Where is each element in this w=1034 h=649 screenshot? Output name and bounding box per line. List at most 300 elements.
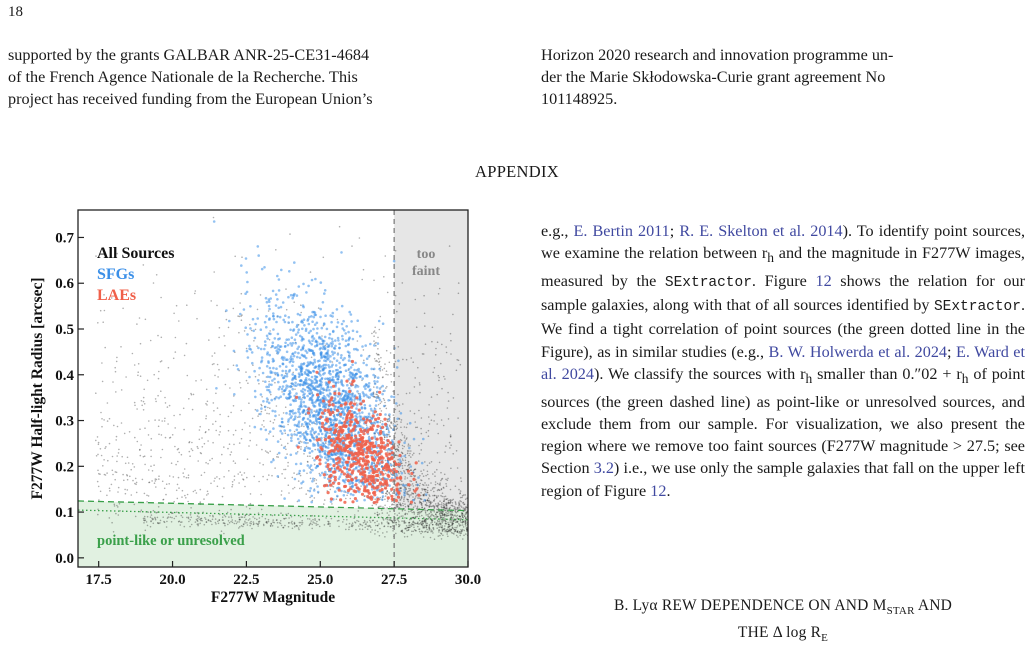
point-sfg [277,307,280,310]
point-all-source [227,524,229,526]
point-lae [328,400,331,403]
point-all-source [274,419,276,421]
point-lae [321,412,324,415]
point-all-source [363,522,365,524]
point-sfg [368,382,371,385]
point-all-source [168,516,170,518]
point-all-source [453,397,455,399]
point-all-source [134,437,136,439]
point-sfg [284,375,287,378]
point-all-source [377,348,379,350]
point-all-source [370,531,372,533]
point-all-source [439,518,441,520]
point-lae [351,454,354,457]
point-all-source [421,480,423,482]
point-lae [350,406,353,409]
point-all-source [406,359,408,361]
point-sfg [303,382,306,385]
point-all-source [393,423,395,425]
point-all-source [337,520,339,522]
point-all-source [425,475,427,477]
body-paragraph [541,220,1025,502]
point-all-source [271,475,273,477]
point-lae [348,410,351,413]
point-all-source [206,389,208,391]
point-sfg [336,414,339,417]
point-all-source [189,526,191,528]
point-lae [328,468,331,471]
point-sfg [342,417,345,420]
point-all-source [421,473,423,475]
point-all-source [403,446,405,448]
point-all-source [164,397,166,399]
point-all-source [240,410,242,412]
point-sfg [350,366,353,369]
point-all-source [397,520,399,522]
point-lae [382,441,385,444]
point-all-source [435,354,437,356]
point-all-source [262,464,264,466]
point-all-source [229,443,231,445]
point-all-source [170,516,172,518]
point-all-source [242,516,244,518]
point-sfg [303,393,306,396]
point-sfg [293,261,296,264]
point-all-source [144,516,146,518]
point-sfg [337,381,340,384]
point-all-source [377,531,379,533]
point-lae [349,424,352,427]
point-all-source [466,506,468,508]
point-lae [351,360,354,363]
point-sfg [276,275,279,278]
point-lae [395,499,398,502]
point-all-source [215,421,217,423]
point-all-source [431,341,433,343]
point-all-source [415,493,417,495]
point-all-source [358,506,360,508]
point-all-source [294,487,296,489]
point-all-source [361,279,363,281]
point-all-source [305,493,307,495]
point-all-source [168,483,170,485]
point-all-source [423,475,425,477]
point-lae [391,451,394,454]
point-sfg [345,398,348,401]
point-all-source [452,518,454,520]
point-all-source [370,527,372,529]
point-sfg [356,349,359,352]
point-sfg [325,398,328,401]
point-sfg [337,353,340,356]
point-lae [357,470,360,473]
point-all-source [217,521,219,523]
point-all-source [418,460,420,462]
point-all-source [434,487,436,489]
point-all-source [449,528,451,530]
point-all-source [116,361,118,363]
point-lae [417,494,420,497]
point-all-source [204,472,206,474]
point-all-source [311,528,313,530]
point-all-source [408,455,410,457]
point-sfg [384,413,387,416]
point-lae [347,479,350,482]
text-run: shows the relation for our sample galaxies, along with that of all sources identified by [541,272,1025,314]
point-sfg [268,305,271,308]
point-all-source [150,456,152,458]
point-sfg [368,413,371,416]
point-sfg [337,321,340,324]
point-all-source [295,525,297,527]
point-all-source [456,512,458,514]
point-all-source [399,404,401,406]
point-all-source [397,405,399,407]
point-sfg [341,461,344,464]
point-all-source [349,382,351,384]
point-sfg [307,361,310,364]
point-lae [395,484,398,487]
point-sfg [327,386,330,389]
point-sfg [313,370,316,373]
point-all-source [310,522,312,524]
point-sfg [315,399,318,402]
point-sfg [259,413,262,416]
point-all-source [99,473,101,475]
point-all-source [212,423,214,425]
point-all-source [470,529,472,531]
point-sfg [314,378,317,381]
point-all-source [148,434,150,436]
point-all-source [370,521,372,523]
point-all-source [169,405,171,407]
point-all-source [431,521,433,523]
point-all-source [421,511,423,513]
point-all-source [376,520,378,522]
point-all-source [117,491,119,493]
point-all-source [176,490,178,492]
point-sfg [265,429,268,432]
point-lae [379,457,382,460]
point-all-source [258,374,260,376]
point-sfg [282,363,285,366]
point-all-source [387,526,389,528]
point-sfg [292,383,295,386]
figure-link[interactable]: 12 [815,272,831,290]
point-sfg [268,318,271,321]
point-sfg [299,335,302,338]
point-sfg [319,454,322,457]
legend-entry: All Sources [97,245,174,262]
point-all-source [109,488,111,490]
text-line: 101148925. [541,88,1025,110]
point-all-source [213,217,215,219]
point-sfg [251,351,254,354]
point-all-source [393,414,395,416]
point-all-source [374,529,376,531]
point-all-source [106,472,108,474]
point-all-source [439,288,441,290]
point-sfg [313,415,316,418]
point-all-source [423,536,425,538]
point-sfg [296,356,299,359]
point-all-source [380,403,382,405]
point-all-source [404,465,406,467]
point-all-source [431,461,433,463]
point-sfg [280,306,283,309]
point-sfg [270,461,273,464]
point-sfg [378,320,381,323]
point-all-source [457,525,459,527]
point-sfg [251,362,254,365]
point-all-source [102,321,104,323]
point-sfg [336,369,339,372]
point-all-source [268,521,270,523]
point-all-source [460,364,462,366]
point-all-source [409,392,411,394]
point-all-source [410,510,412,512]
point-all-source [426,525,428,527]
point-all-source [199,426,201,428]
point-all-source [455,509,457,511]
point-all-source [421,515,423,517]
point-all-source [471,515,473,517]
point-all-source [158,378,160,380]
point-all-source [434,499,436,501]
point-sfg [293,328,296,331]
point-all-source [441,513,443,515]
point-all-source [168,367,170,369]
point-all-source [390,427,392,429]
point-sfg [257,347,260,350]
point-all-source [263,524,265,526]
point-all-source [469,528,471,530]
point-all-source [235,430,237,432]
point-all-source [104,448,106,450]
point-all-source [456,535,458,537]
point-lae [326,420,329,423]
point-sfg [374,408,377,411]
point-all-source [473,524,475,526]
point-all-source [432,524,434,526]
point-lae [363,485,366,488]
point-sfg [324,450,327,453]
point-sfg [366,395,369,398]
point-sfg [254,426,257,429]
point-all-source [409,463,411,465]
point-all-source [100,412,102,414]
point-all-source [462,524,464,526]
point-all-source [252,516,254,518]
point-all-source [462,502,464,504]
point-all-source [98,442,100,444]
point-all-source [431,506,433,508]
point-all-source [182,517,184,519]
point-all-source [337,511,339,513]
point-lae [384,466,387,469]
point-all-source [134,504,136,506]
point-all-source [429,506,431,508]
point-lae [307,411,310,414]
point-lae [390,495,393,498]
point-all-source [193,394,195,396]
point-all-source [463,526,465,528]
point-sfg [416,484,419,487]
point-all-source [115,513,117,515]
point-all-source [196,520,198,522]
point-sfg [364,407,367,410]
point-sfg [302,283,305,286]
point-all-source [389,416,391,418]
point-sfg [332,381,335,384]
point-all-source [348,529,350,531]
point-all-source [129,476,131,478]
point-sfg [386,426,389,429]
point-sfg [383,405,386,408]
point-all-source [394,513,396,515]
point-all-source [411,504,413,506]
point-all-source [402,448,404,450]
point-lae [327,491,330,494]
citation-link[interactable]: E. Bertin 2011 [573,222,669,240]
point-all-source [101,418,103,420]
point-all-source [402,460,404,462]
point-all-source [310,520,312,522]
point-all-source [269,330,271,332]
point-all-source [166,521,168,523]
point-all-source [409,445,411,447]
point-all-source [418,445,420,447]
point-all-source [112,474,114,476]
point-all-source [276,456,278,458]
point-all-source [348,526,350,528]
point-all-source [212,364,214,366]
left-column-text [8,44,492,110]
point-like-label: point-like or unresolved [97,533,245,549]
point-all-source [392,525,394,527]
point-all-source [224,525,226,527]
point-all-source [413,485,415,487]
point-lae [407,483,410,486]
point-all-source [256,523,258,525]
point-sfg [249,327,252,330]
point-all-source [462,512,464,514]
point-all-source [253,340,255,342]
point-all-source [262,476,264,478]
point-all-source [143,456,145,458]
citation-link[interactable]: R. E. Skelton et al. 2014 [679,222,842,240]
point-all-source [169,437,171,439]
point-all-source [422,523,424,525]
point-sfg [327,354,330,357]
point-all-source [398,521,400,523]
point-all-source [418,410,420,412]
point-all-source [121,456,123,458]
point-sfg [342,384,345,387]
point-all-source [429,525,431,527]
point-all-source [111,522,113,524]
point-lae [377,498,380,501]
point-all-source [472,505,474,507]
point-all-source [277,456,279,458]
point-all-source [272,515,274,517]
point-lae [382,483,385,486]
point-all-source [101,426,103,428]
point-all-source [432,327,434,329]
point-all-source [114,479,116,481]
point-all-source [374,522,376,524]
point-all-source [434,511,436,513]
point-all-source [157,517,159,519]
point-lae [362,473,365,476]
point-all-source [325,442,327,444]
point-sfg [300,403,303,406]
point-all-source [439,515,441,517]
point-all-source [239,302,241,304]
point-lae [334,478,337,481]
point-all-source [164,418,166,420]
point-all-source [213,363,215,365]
point-sfg [260,407,263,410]
point-sfg [278,289,281,292]
point-all-source [153,282,155,284]
point-lae [360,430,363,433]
point-sfg [248,376,251,379]
point-all-source [95,440,97,442]
point-sfg [349,371,352,374]
y-axis-label: F277W Half-light Radius [arcsec] [29,277,46,499]
point-all-source [413,511,415,513]
point-sfg [311,385,314,388]
point-all-source [299,522,301,524]
point-sfg [363,499,366,502]
point-sfg [379,387,382,390]
point-sfg [323,322,326,325]
point-sfg [296,348,299,351]
point-sfg [294,415,297,418]
point-lae [383,418,386,421]
point-all-source [285,518,287,520]
point-sfg [304,421,307,424]
point-all-source [212,442,214,444]
point-all-source [300,446,302,448]
point-all-source [388,523,390,525]
point-all-source [124,433,126,435]
point-sfg [346,471,349,474]
point-sfg [423,499,426,502]
point-sfg [305,357,308,360]
point-all-source [406,493,408,495]
point-all-source [352,526,354,528]
point-all-source [403,470,405,472]
point-sfg [289,357,292,360]
point-sfg [269,391,272,394]
point-all-source [215,523,217,525]
point-all-source [118,487,120,489]
point-all-source [421,433,423,435]
point-sfg [336,359,339,362]
point-lae [354,452,357,455]
point-all-source [383,439,385,441]
point-all-source [395,519,397,521]
point-all-source [309,455,311,457]
point-all-source [437,506,439,508]
point-all-source [373,462,375,464]
point-lae [355,396,358,399]
point-all-source [277,526,279,528]
point-sfg [375,404,378,407]
point-lae [354,435,357,438]
